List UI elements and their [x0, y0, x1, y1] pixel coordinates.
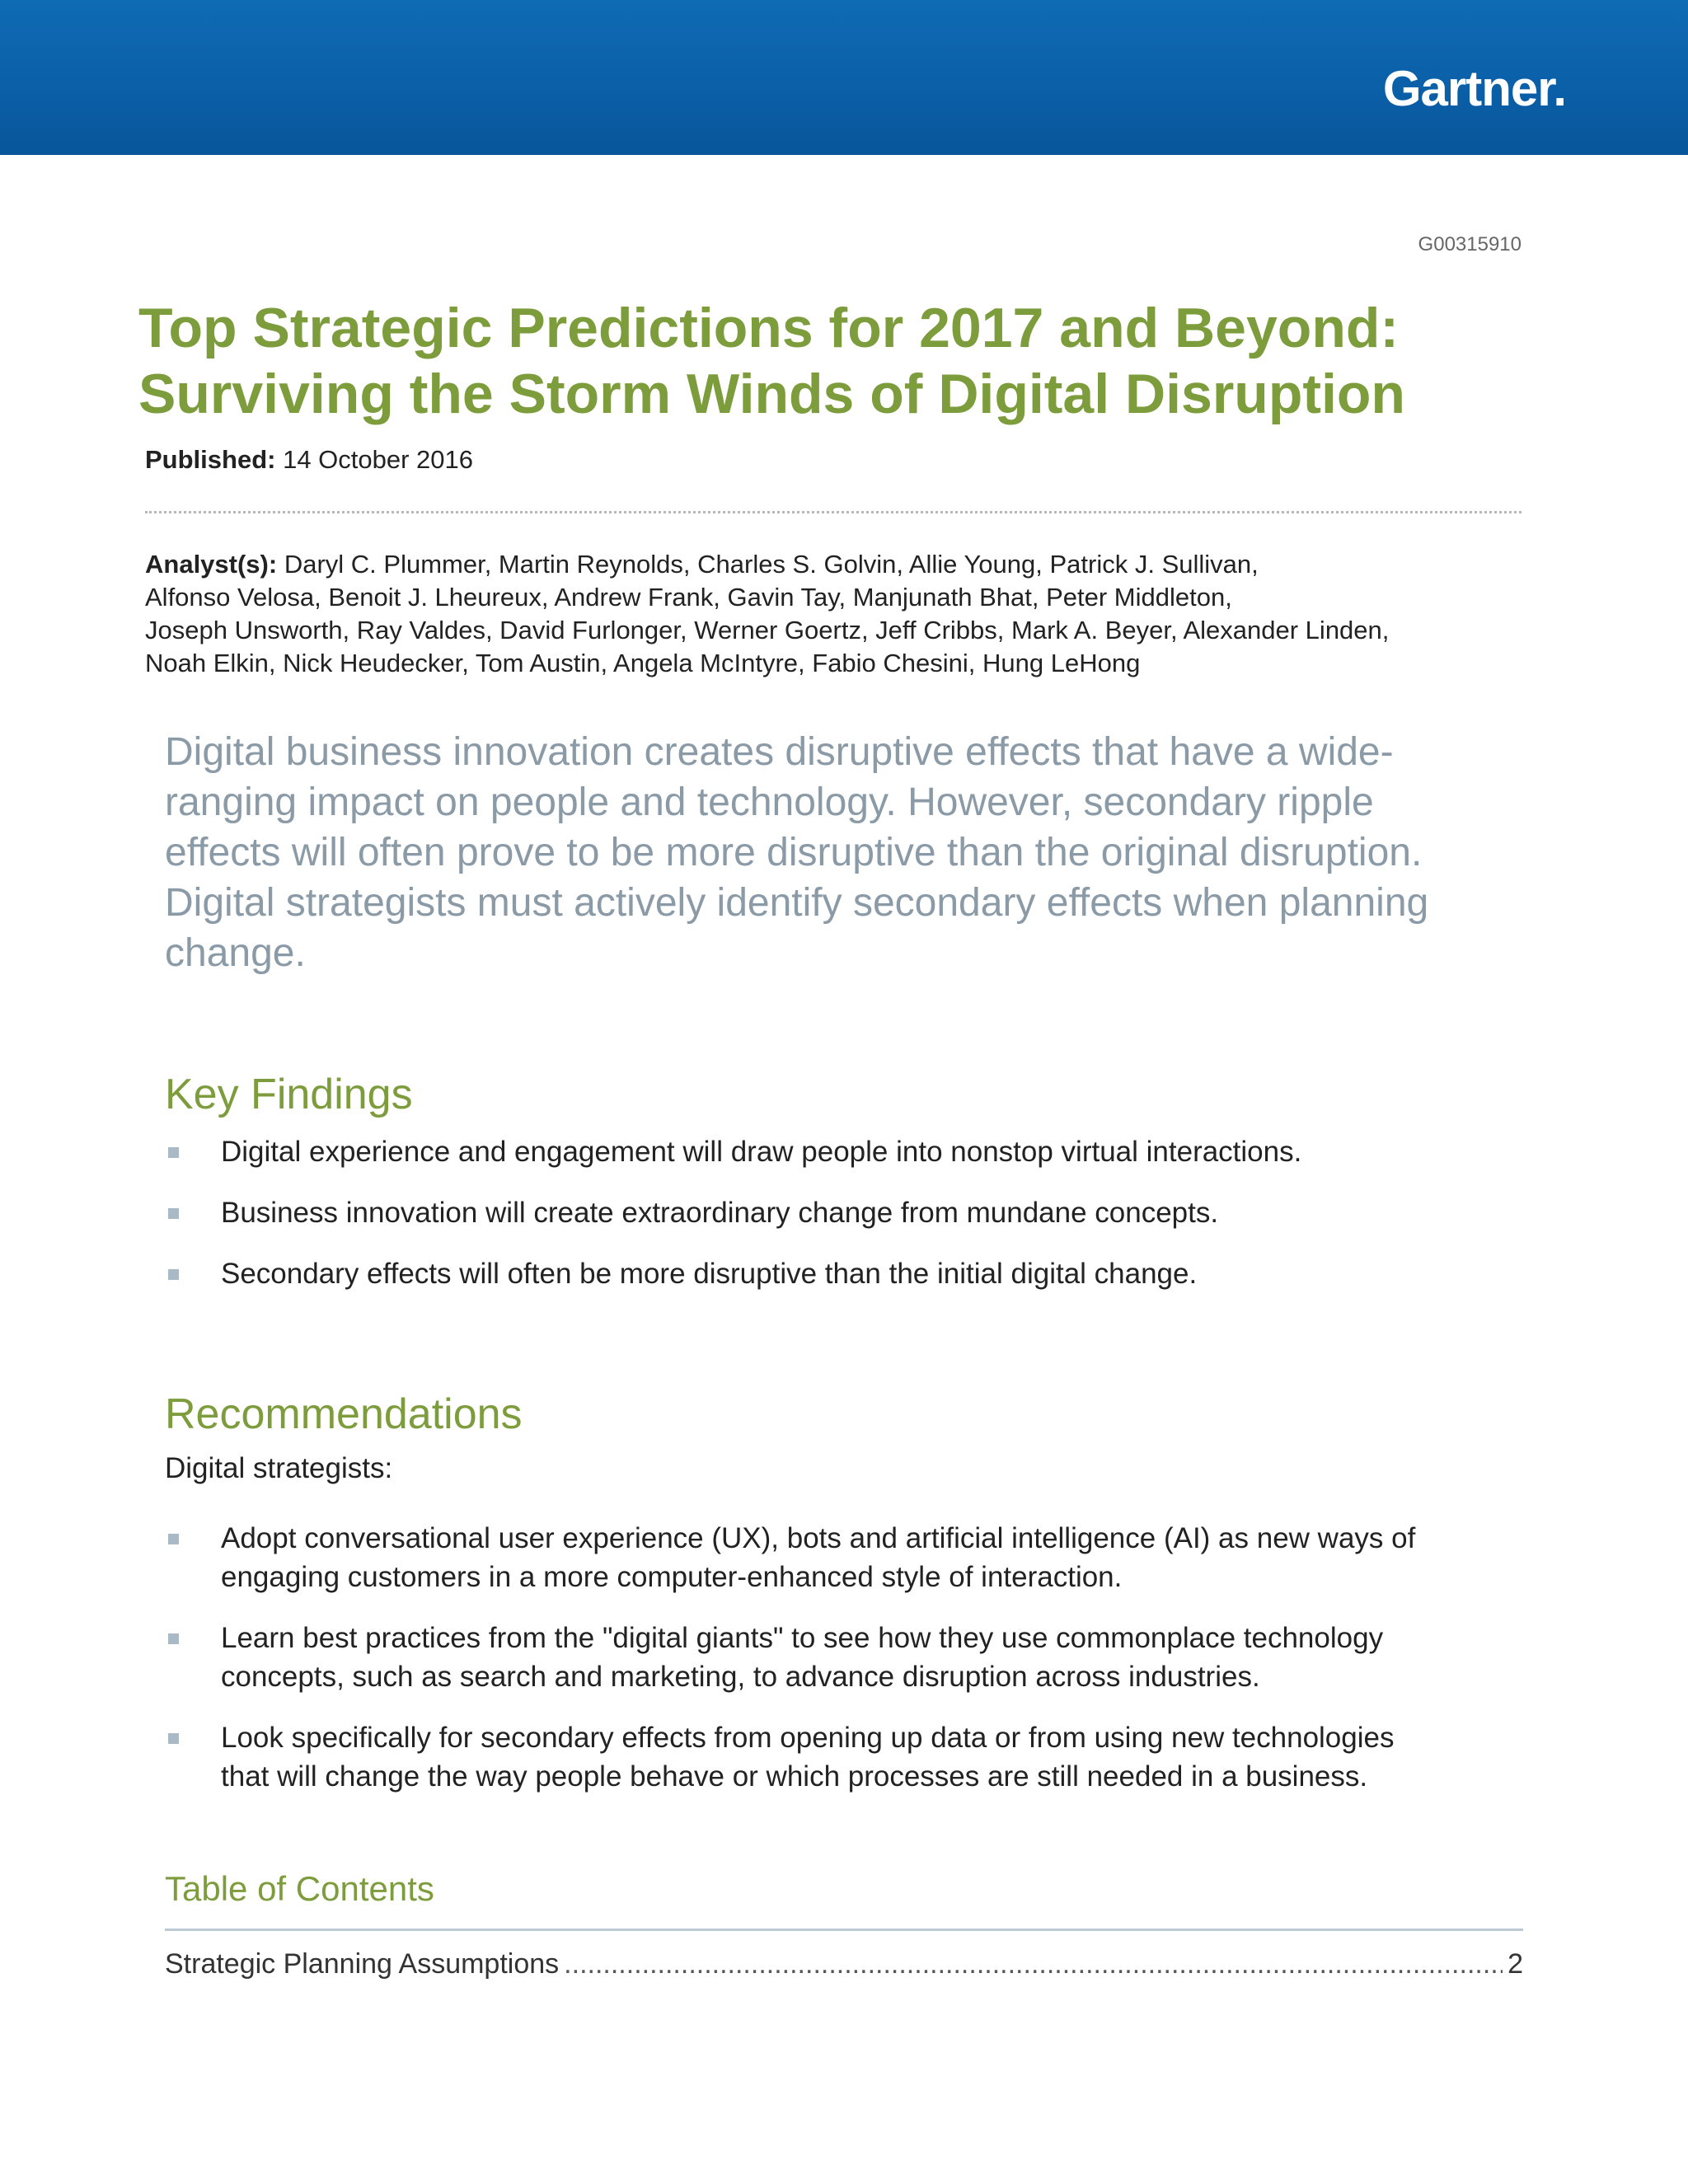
list-item-text: Digital experience and engagement will draw people into nonstop virtual interactions.: [221, 1136, 1302, 1168]
bullet-square-icon: [168, 1733, 179, 1744]
analyst-names: Alfonso Velosa, Benoit J. Lheureux, Andrew Frank, Gavin Tay, Manjunath Bhat, Peter Middleton,: [145, 583, 1232, 612]
list-item-text: Learn best practices from the "digital giants" to see how they use commonplace technology: [221, 1622, 1384, 1654]
list-item: [165, 1254, 1533, 1293]
list-item: [165, 1132, 1533, 1171]
list-item-text: concepts, such as search and marketing, to advance disruption across industries.: [221, 1661, 1260, 1693]
toc-dot-leader: [564, 1948, 1503, 1980]
list-item-text: Business innovation will create extraordinary change from mundane concepts.: [221, 1197, 1219, 1229]
summary-line: change.: [165, 931, 306, 975]
title-line: Top Strategic Predictions for 2017 and Beyond:: [138, 297, 1400, 359]
list-item: [165, 1718, 1533, 1796]
document-id: G00315910: [1418, 233, 1522, 255]
summary-line: ranging impact on people and technology. However, secondary ripple: [165, 780, 1374, 824]
published-label: Published:: [145, 445, 276, 474]
analysts-block: [145, 548, 1563, 680]
key-findings-heading: Key Findings: [165, 1071, 413, 1118]
bullet-square-icon: [168, 1208, 179, 1219]
analysts-label: Analyst(s):: [145, 550, 278, 579]
bullet-square-icon: [168, 1534, 179, 1544]
list-item-text: Secondary effects will often be more disruptive than the initial digital change.: [221, 1258, 1198, 1290]
summary-line: Digital strategists must actively identify secondary effects when planning: [165, 881, 1429, 925]
header-banner: [0, 0, 1688, 155]
title-line: Surviving the Storm Winds of Digital Disruption: [138, 363, 1405, 425]
list-item-text: engaging customers in a more computer-enhanced style of interaction.: [221, 1561, 1123, 1593]
bullet-square-icon: [168, 1269, 179, 1280]
list-item-text: Adopt conversational user experience (UX), bots and artificial intelligence (AI) as new ways of: [221, 1522, 1416, 1554]
list-item: [165, 1619, 1533, 1696]
key-findings-list: [165, 1132, 1533, 1293]
toc-divider: [165, 1929, 1523, 1931]
summary-line: effects will often prove to be more disruptive than the original disruption.: [165, 831, 1423, 874]
bullet-square-icon: [168, 1633, 179, 1644]
toc-entry-page[interactable]: 2: [1507, 1948, 1523, 1980]
published-line: [145, 445, 473, 475]
published-date: 14 October 2016: [283, 445, 474, 474]
recommendations-intro: Digital strategists:: [165, 1452, 393, 1484]
analyst-names: Daryl C. Plummer, Martin Reynolds, Charles S. Golvin, Allie Young, Patrick J. Sullivan,: [284, 550, 1259, 579]
dotted-divider: [145, 511, 1522, 513]
toc-entry-label[interactable]: Strategic Planning Assumptions: [165, 1948, 560, 1980]
bullet-square-icon: [168, 1147, 179, 1158]
summary-paragraph: [165, 727, 1484, 978]
list-item-text: that will change the way people behave or which processes are still needed in a business.: [221, 1760, 1368, 1793]
list-item-text: Look specifically for secondary effects from opening up data or from using new technologies: [221, 1722, 1395, 1754]
recommendations-list: [165, 1519, 1533, 1796]
analysts-line: [145, 548, 1563, 581]
toc-entry[interactable]: [165, 1948, 1523, 1980]
list-item: [165, 1193, 1533, 1232]
list-item: [165, 1519, 1533, 1596]
analyst-names: Joseph Unsworth, Ray Valdes, David Furlonger, Werner Goertz, Jeff Cribbs, Mark A. Beyer, Alexander Linden,: [145, 616, 1390, 644]
analyst-names: Noah Elkin, Nick Heudecker, Tom Austin, Angela McIntyre, Fabio Chesini, Hung LeHong: [145, 649, 1141, 677]
recommendations-heading: Recommendations: [165, 1390, 523, 1438]
toc-heading: Table of Contents: [165, 1869, 434, 1908]
summary-line: Digital business innovation creates disruptive effects that have a wide-: [165, 730, 1394, 774]
document-title: [138, 295, 1573, 427]
gartner-logo: Gartner.: [1382, 61, 1566, 116]
